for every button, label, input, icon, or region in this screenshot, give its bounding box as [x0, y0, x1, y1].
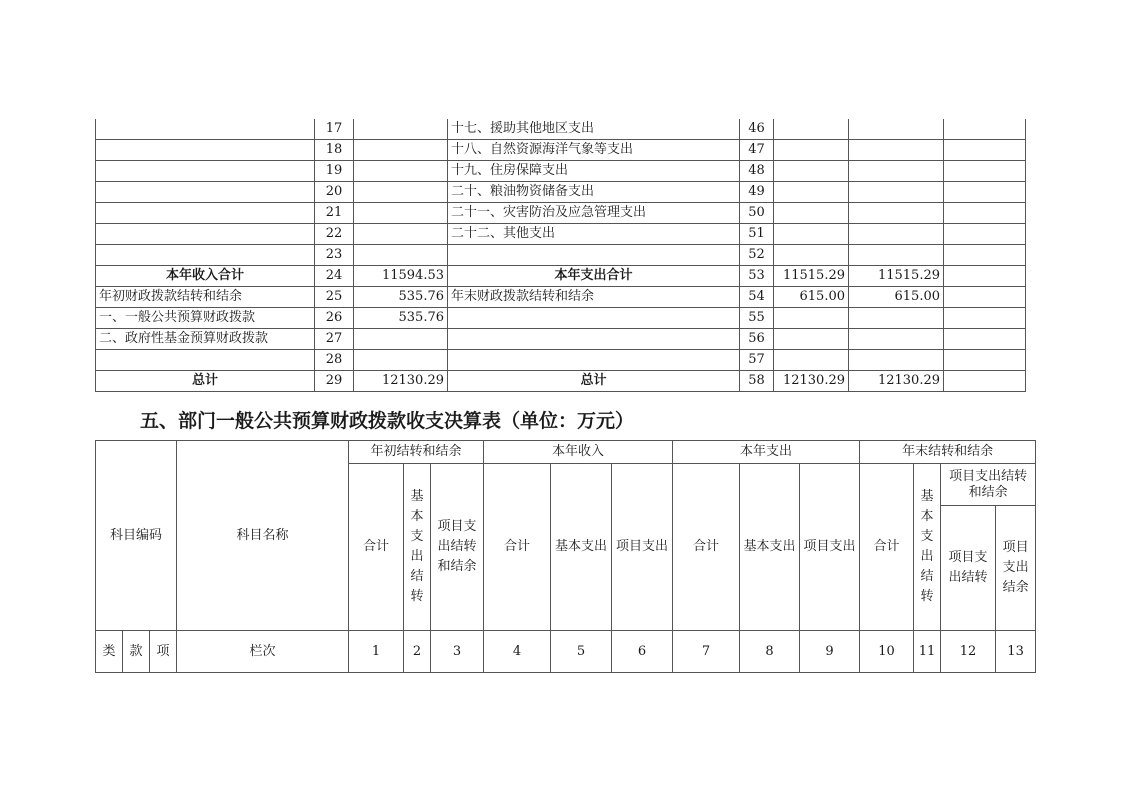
income-label: 本年收入合计: [96, 266, 315, 287]
extra-cell: [944, 119, 1026, 140]
column-number-cell: 2: [404, 631, 431, 673]
expense-amount: [774, 161, 849, 182]
column-number-cell: 11: [914, 631, 941, 673]
table-row: [96, 161, 1026, 182]
expense-label: [448, 329, 740, 350]
income-row-number: 29: [315, 371, 354, 392]
expense-row-number: 53: [740, 266, 774, 287]
table-row: [96, 140, 1026, 161]
expense-label: [448, 245, 740, 266]
opening-basic-carry-header: 基本支出结转: [404, 464, 431, 631]
income-amount: 11594.53: [354, 266, 448, 287]
income-row-number: 23: [315, 245, 354, 266]
income-project-header: 项目支出: [612, 464, 673, 631]
expense-amount-2: [849, 224, 944, 245]
expense-amount: [774, 224, 849, 245]
expense-row-number: 55: [740, 308, 774, 329]
expense-amount: [774, 140, 849, 161]
income-amount: 535.76: [354, 287, 448, 308]
expense-amount: 12130.29: [774, 371, 849, 392]
income-amount: 535.76: [354, 308, 448, 329]
current-expense-header: 本年支出: [673, 441, 860, 464]
expense-label: [448, 308, 740, 329]
expense-amount-2: [849, 182, 944, 203]
table-row: [96, 287, 1026, 308]
expense-amount-2: [849, 245, 944, 266]
table-row: [96, 329, 1026, 350]
expense-amount: 11515.29: [774, 266, 849, 287]
income-label: 年初财政拨款结转和结余: [96, 287, 315, 308]
expense-amount-2: [849, 350, 944, 371]
income-amount: 12130.29: [354, 371, 448, 392]
expense-row-number: 49: [740, 182, 774, 203]
expense-row-number: 46: [740, 119, 774, 140]
expense-row-number: 51: [740, 224, 774, 245]
extra-cell: [944, 266, 1026, 287]
xiang-cell: 项: [150, 631, 177, 673]
expense-amount: [774, 182, 849, 203]
expense-row-number: 52: [740, 245, 774, 266]
column-number-cell: 3: [431, 631, 484, 673]
expense-label: 本年支出合计: [448, 266, 740, 287]
column-number-cell: 6: [612, 631, 673, 673]
expense-amount-2: 615.00: [849, 287, 944, 308]
column-number-cell: 1: [349, 631, 404, 673]
expense-amount-2: [849, 329, 944, 350]
income-row-number: 25: [315, 287, 354, 308]
closing-basic-carry-header: 基本支出结转: [914, 464, 941, 631]
expense-row-number: 47: [740, 140, 774, 161]
column-number-cell: 12: [941, 631, 996, 673]
table-row: [96, 245, 1026, 266]
column-number-cell: 13: [996, 631, 1036, 673]
expense-project-header: 项目支出: [800, 464, 860, 631]
expense-amount-2: [849, 161, 944, 182]
income-amount: [354, 245, 448, 266]
kuan-cell: 款: [123, 631, 150, 673]
income-amount: [354, 161, 448, 182]
income-amount: [354, 350, 448, 371]
income-label: 一、一般公共预算财政拨款: [96, 308, 315, 329]
extra-cell: [944, 182, 1026, 203]
column-number-cell: 4: [484, 631, 551, 673]
income-row-number: 21: [315, 203, 354, 224]
income-label: [96, 224, 315, 245]
expense-amount: [774, 245, 849, 266]
income-row-number: 17: [315, 119, 354, 140]
income-label: [96, 161, 315, 182]
opening-project-carry-header: 项目支出结转和结余: [431, 464, 484, 631]
income-row-number: 24: [315, 266, 354, 287]
column-number-cell: 9: [800, 631, 860, 673]
income-amount: [354, 140, 448, 161]
expense-label: 十八、自然资源海洋气象等支出: [448, 140, 740, 161]
expense-amount-2: [849, 119, 944, 140]
income-amount: [354, 329, 448, 350]
income-label: [96, 140, 315, 161]
income-label: [96, 203, 315, 224]
expense-label: 十七、援助其他地区支出: [448, 119, 740, 140]
current-income-header: 本年收入: [484, 441, 673, 464]
expense-row-number: 58: [740, 371, 774, 392]
section-title: 五、部门一般公共预算财政拨款收支决算表（单位：万元）: [140, 410, 635, 432]
extra-cell: [944, 245, 1026, 266]
table-row: [96, 119, 1026, 140]
column-number-cell: 10: [860, 631, 914, 673]
income-amount: [354, 119, 448, 140]
column-number-cell: 8: [740, 631, 800, 673]
expense-amount: 615.00: [774, 287, 849, 308]
expense-label: 二十二、其他支出: [448, 224, 740, 245]
expense-row-number: 50: [740, 203, 774, 224]
expense-basic-header: 基本支出: [740, 464, 800, 631]
table-row: [96, 350, 1026, 371]
extra-cell: [944, 308, 1026, 329]
expense-amount-2: [849, 203, 944, 224]
expense-amount: [774, 308, 849, 329]
expense-amount-2: [849, 308, 944, 329]
income-row-number: 20: [315, 182, 354, 203]
extra-cell: [944, 371, 1026, 392]
income-label: [96, 119, 315, 140]
income-row-number: 22: [315, 224, 354, 245]
income-label: [96, 245, 315, 266]
closing-project-balance-header: 项目支出结余: [996, 506, 1036, 631]
expense-label: 总计: [448, 371, 740, 392]
closing-total-header: 合计: [860, 464, 914, 631]
closing-project-group-header: 项目支出结转和结余: [941, 464, 1036, 506]
income-expense-table: [95, 119, 1026, 392]
column-number-cell: 7: [673, 631, 740, 673]
lei-cell: 类: [96, 631, 123, 673]
income-row-number: 19: [315, 161, 354, 182]
income-row-number: 28: [315, 350, 354, 371]
income-row-number: 27: [315, 329, 354, 350]
extra-cell: [944, 140, 1026, 161]
opening-total-header: 合计: [349, 464, 404, 631]
expense-amount: [774, 329, 849, 350]
income-row-number: 18: [315, 140, 354, 161]
expense-label: 年末财政拨款结转和结余: [448, 287, 740, 308]
income-amount: [354, 182, 448, 203]
column-number-cell: 5: [551, 631, 612, 673]
expense-total-header: 合计: [673, 464, 740, 631]
expense-label: [448, 350, 740, 371]
expense-row-number: 54: [740, 287, 774, 308]
subject-name-header: 科目名称: [177, 441, 349, 631]
table-row: [96, 371, 1026, 392]
subject-code-header: 科目编码: [96, 441, 177, 631]
expense-amount: [774, 203, 849, 224]
expense-label: 二十、粮油物资储备支出: [448, 182, 740, 203]
expense-row-number: 57: [740, 350, 774, 371]
expense-label: 二十一、灾害防治及应急管理支出: [448, 203, 740, 224]
closing-project-carry-header: 项目支出结转: [941, 506, 996, 631]
table-row: [96, 203, 1026, 224]
income-label: [96, 182, 315, 203]
opening-balance-header: 年初结转和结余: [349, 441, 484, 464]
income-total-header: 合计: [484, 464, 551, 631]
extra-cell: [944, 161, 1026, 182]
income-row-number: 26: [315, 308, 354, 329]
general-budget-table: [95, 440, 1036, 673]
extra-cell: [944, 350, 1026, 371]
extra-cell: [944, 203, 1026, 224]
income-amount: [354, 224, 448, 245]
extra-cell: [944, 287, 1026, 308]
extra-cell: [944, 329, 1026, 350]
closing-balance-header: 年末结转和结余: [860, 441, 1036, 464]
income-amount: [354, 203, 448, 224]
income-basic-header: 基本支出: [551, 464, 612, 631]
table-row: [96, 182, 1026, 203]
income-label: [96, 350, 315, 371]
expense-row-number: 56: [740, 329, 774, 350]
expense-label: 十九、住房保障支出: [448, 161, 740, 182]
income-label: 总计: [96, 371, 315, 392]
column-no-cell: 栏次: [177, 631, 349, 673]
income-label: 二、政府性基金预算财政拨款: [96, 329, 315, 350]
table-row: [96, 266, 1026, 287]
expense-amount-2: 11515.29: [849, 266, 944, 287]
expense-amount: [774, 350, 849, 371]
expense-amount-2: [849, 140, 944, 161]
expense-row-number: 48: [740, 161, 774, 182]
table-row: [96, 224, 1026, 245]
expense-amount-2: 12130.29: [849, 371, 944, 392]
expense-amount: [774, 119, 849, 140]
extra-cell: [944, 224, 1026, 245]
table-row: [96, 308, 1026, 329]
